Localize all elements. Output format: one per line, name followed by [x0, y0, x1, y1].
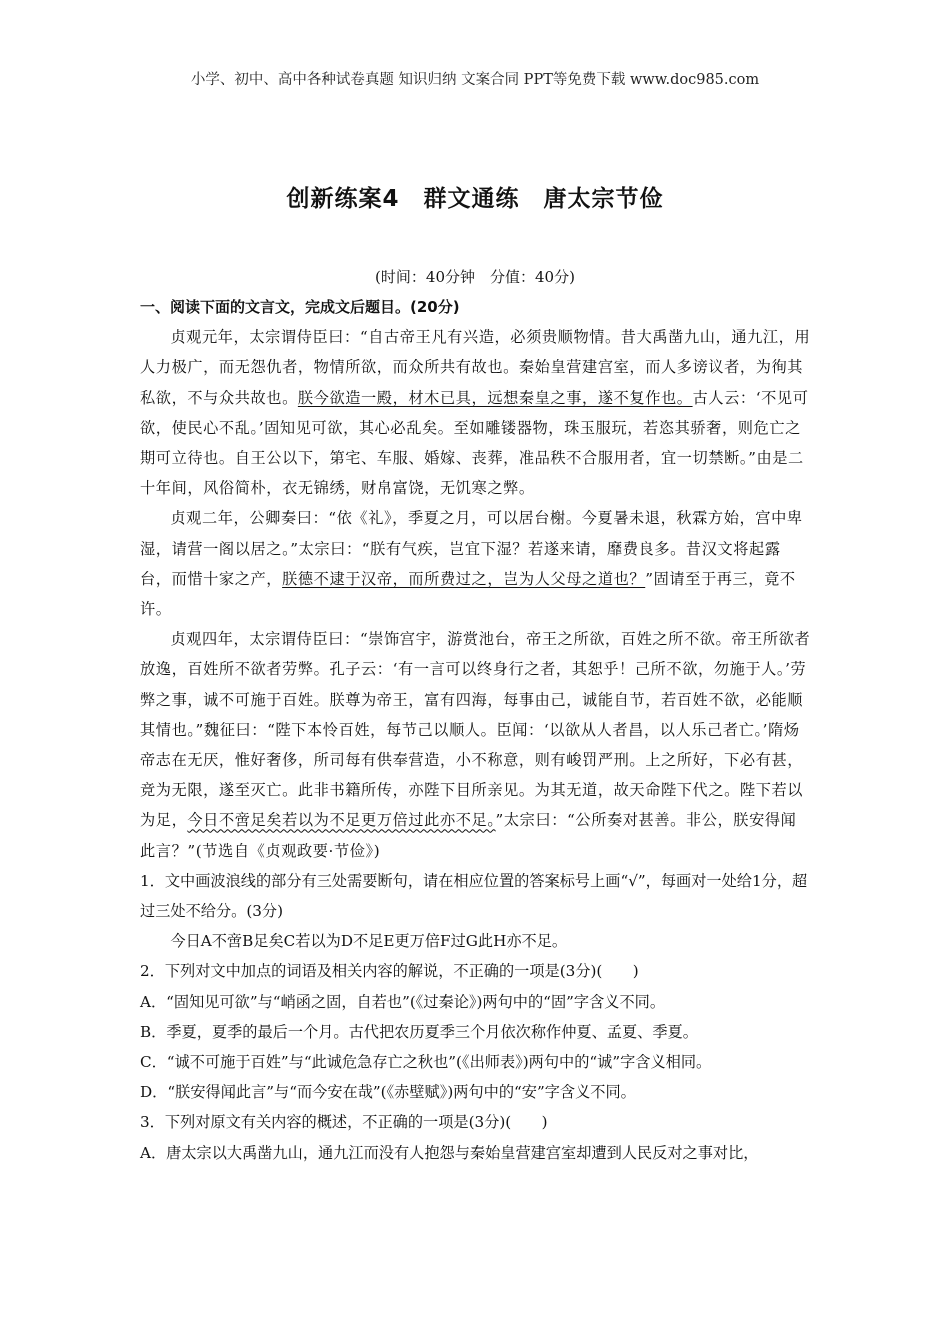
page-title: 创新练案4 群文通练 唐太宗节俭 [286, 186, 664, 212]
passage-text: 贞观元年，太宗谓侍臣曰：“自古帝王凡有兴造，必须贵顺物情。昔大禹凿九山，通九江，用人力极广，而无怨仇者，物情所欲，而众所共有故也。秦始皇营建宫室，而人多谤议者，为徇其私欲，不与众共故也。 [140, 328, 811, 407]
passage-text: 古人云：‘不见可欲，使民心不乱。’固知见可欲，其心必乱矣。至如雕镂器物，珠玉服玩，若恣其骄奢，则危亡之期可立待也。自王公以下，第宅、车服、婚嫁、丧葬，准品秩不合服用者，宜一切禁断。”由是二十年间，风俗简朴，衣无锦绣，财帛富饶，无饥寒之弊。 [140, 388, 809, 498]
passage-text: 贞观四年，太宗谓侍臣曰：“崇饰宫宇，游赏池台，帝王之所欲，百姓之所不欲。帝王所欲者放逸，百姓所不欲者劳弊。孔子云：‘有一言可以终身行之者，其恕乎！己所不欲，勿施于人。’劳弊之事，诚不可施于百姓。朕尊为帝王，富有四海，每事由己，诚能自节，若百姓不欲，必能顺其情也。”魏征曰：“陛下本怜百姓，每节己以顺人。臣闻：‘以欲从人者昌，以人乐己者亡。’隋炀帝志在无厌，惟好奢侈，所司每有供奉营造，小不称意，则有峻罚严刑。上之所好，下必有甚，竞为无限，遂至灭亡。此非书籍所传，亦陛下目所亲见。为其无道，故天命陛下代之。陛下若以为足， [140, 630, 811, 830]
question-1-stem: 1．文中画波浪线的部分有三处需要断句，请在相应位置的答案标号上画“√”，每画对一处给1分，超过三处不给分。(3分) [140, 871, 808, 921]
underlined-sentence: 朕今欲造一殿，材木已具，远想秦皇之事，遂不复作也。 [297, 388, 693, 407]
passage-text: 贞观二年，公卿奏曰：“依《礼》，季夏之月，可以居台榭。今夏暑未退，秋霖方始，宫中卑湿，请营一阁以居之。”太宗曰：“朕有气疾，岂宜下湿？若遂来请，靡费良多。昔汉文将起露台，而惜十家之产， [140, 509, 803, 588]
document-body [140, 292, 812, 1168]
question-3-option-a: A．唐太宗以大禹凿九山，通九江而没有人抱怨与秦始皇营建宫室却遭到人民反对之事对比， [140, 1143, 759, 1162]
question-2-option-c: C．“诚不可施于百姓”与“此诚危急存亡之秋也”(《出师表》)两句中的“诚”字含义相同。 [140, 1053, 712, 1072]
passage-paragraph-1 [140, 322, 812, 503]
question-2-option-d: D．“朕安得闻此言”与“而今安在哉”(《赤壁赋》)两句中的“安”字含义不同。 [140, 1083, 636, 1102]
underlined-sentence: 朕德不逮于汉帝，而所费过之，岂为人父母之道也？ [282, 569, 646, 588]
question-3-stem: 3．下列对原文有关内容的概述，不正确的一项是(3分)( ) [140, 1113, 548, 1132]
wavy-underlined-sentence: 今日不啻足矣若以为不足更万倍过此亦不足。 [187, 811, 496, 830]
question-2-option-b: B．季夏，夏季的最后一个月。古代把农历夏季三个月依次称作仲夏、孟夏、季夏。 [140, 1022, 698, 1041]
time-score-info: (时间：40分钟 分值：40分) [375, 268, 575, 286]
passage-text: ”固请至于再三，竟不许。 [140, 569, 796, 619]
question-1-answer-line: 今日A不啻B足矣C若以为D不足E更万倍F过G此H亦不足。 [170, 932, 568, 951]
section-heading: 一、阅读下面的文言文，完成文后题目。(20分) [140, 298, 460, 316]
question-2-option-a: A．“固知见可欲”与“峭函之固，自若也”(《过秦论》)两句中的“固”字含义不同。 [140, 992, 666, 1011]
passage-paragraph-2 [140, 503, 812, 624]
passage-paragraph-3 [140, 624, 812, 866]
site-header: 小学、初中、高中各种试卷真题 知识归纳 文案合同 PPT等免费下载 www.doc985.com [190, 72, 760, 88]
passage-text: ”太宗曰：“公所奏对甚善。非公，朕安得闻此言？”(节选自《贞观政要·节俭》) [140, 811, 797, 860]
question-2-stem: 2．下列对文中加点的词语及相关内容的解说，不正确的一项是(3分)( ) [140, 962, 639, 981]
